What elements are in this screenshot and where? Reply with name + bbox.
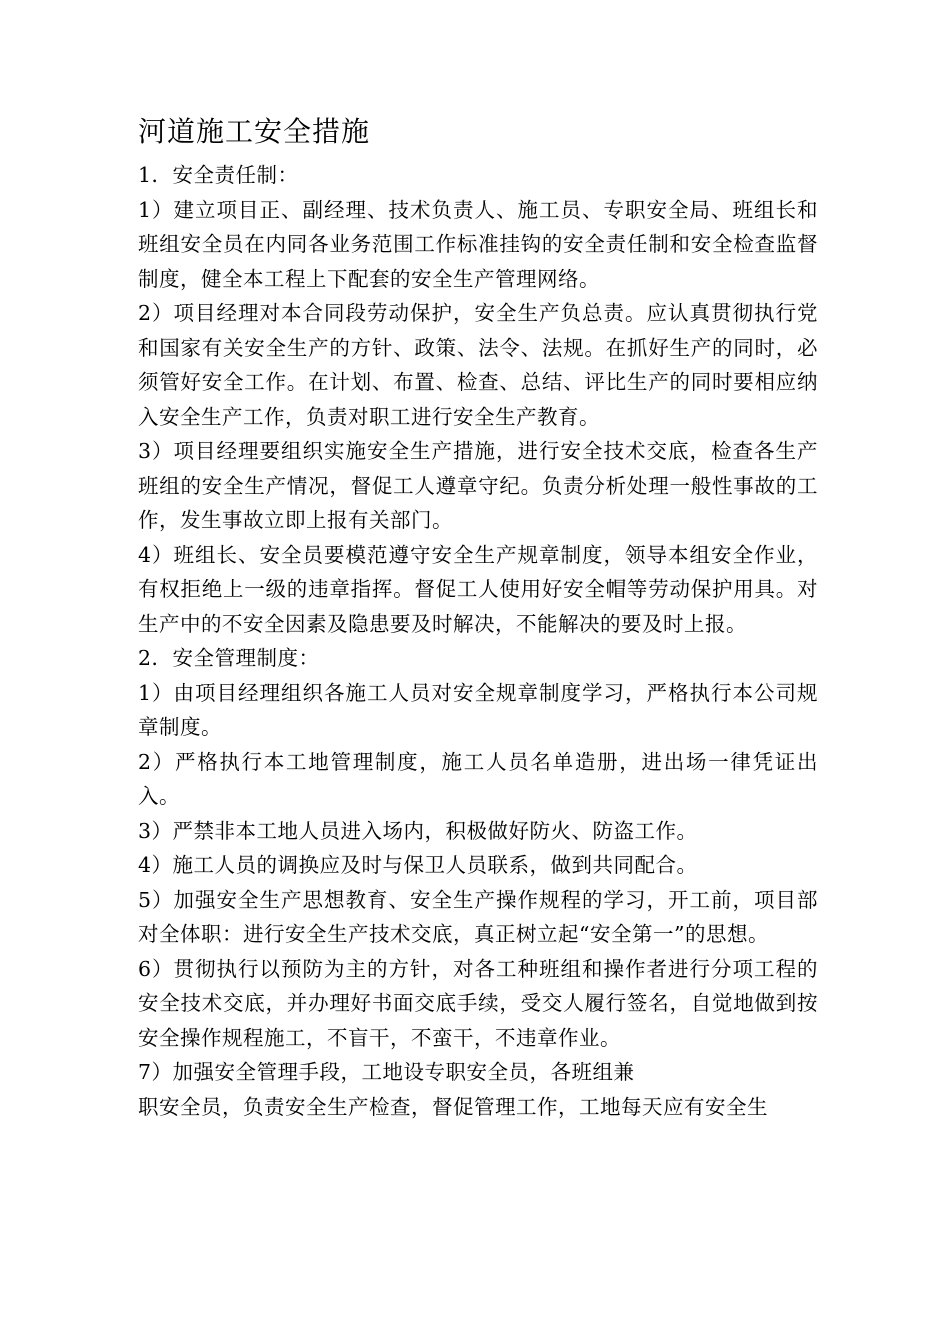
- paragraph: 3）项目经理要组织实施安全生产措施，进行安全技术交底，检查各生产班组的安全生产情况，督促工人遵章守纪。负责分析处理一般性事故的工作，发生事故立即上报有关部门。: [138, 439, 818, 532]
- paragraph: 4）班组长、安全员要模范遵守安全生产规章制度，领导本组安全作业，有权拒绝上一级的违章指挥。督促工人使用好安全帽等劳动保护用具。对生产中的不安全因素及隐患要及时解决，不能解决的要及时上报。: [138, 542, 818, 636]
- paragraph: 6）贯彻执行以预防为主的方针，对各工种班组和操作者进行分项工程的安全技术交底，并办理好书面交底手续，受交人履行签名，自觉地做到按安全操作规程施工，不盲干，不蛮干，不违章作业。: [138, 956, 818, 1050]
- paragraph: 5）加强安全生产思想教育、安全生产操作规程的学习，开工前，项目部对全体职：进行安全生产技术交底，真正树立起“安全第一”的思想。: [138, 887, 818, 946]
- paragraph: 1）建立项目正、副经理、技术负责人、施工员、专职安全局、班组长和班组安全员在内同各业务范围工作标准挂钩的安全责任制和安全检查监督制度，健全本工程上下配套的安全生产管理网络。: [138, 197, 818, 291]
- section-heading-safety-responsibility: 1．安全责任制：: [138, 163, 299, 187]
- paragraph: 2）项目经理对本合同段劳动保护，安全生产负总责。应认真贯彻执行党和国家有关安全生产的方针、政策、法令、法规。在抓好生产的同时，必须管好安全工作。在计划、布置、检查、总结、评比生产的同时要相应纳入安全生产工作，负责对职工进行安全生产教育。: [138, 301, 818, 429]
- paragraph: 职安全员，负责安全生产检查，督促管理工作，工地每天应有安全生: [138, 1094, 768, 1119]
- paragraph: 4）施工人员的调换应及时与保卫人员联系，做到共同配合。: [138, 853, 698, 877]
- section-heading-safety-management: 2．安全管理制度：: [138, 646, 320, 670]
- paragraph: 3）严禁非本工地人员进入场内，积极做好防火、防盗工作。: [138, 818, 698, 843]
- paragraph: 1）由项目经理组织各施工人员对安全规章制度学习，严格执行本公司规章制度。: [138, 680, 818, 739]
- document-page: [138, 112, 818, 1124]
- document-title: 河道施工安全措施: [138, 115, 371, 148]
- paragraph: 7）加强安全管理手段，工地设专职安全员，各班组兼: [138, 1060, 635, 1084]
- paragraph: 2）严格执行本工地管理制度，施工人员名单造册，进出场一律凭证出入。: [138, 749, 818, 808]
